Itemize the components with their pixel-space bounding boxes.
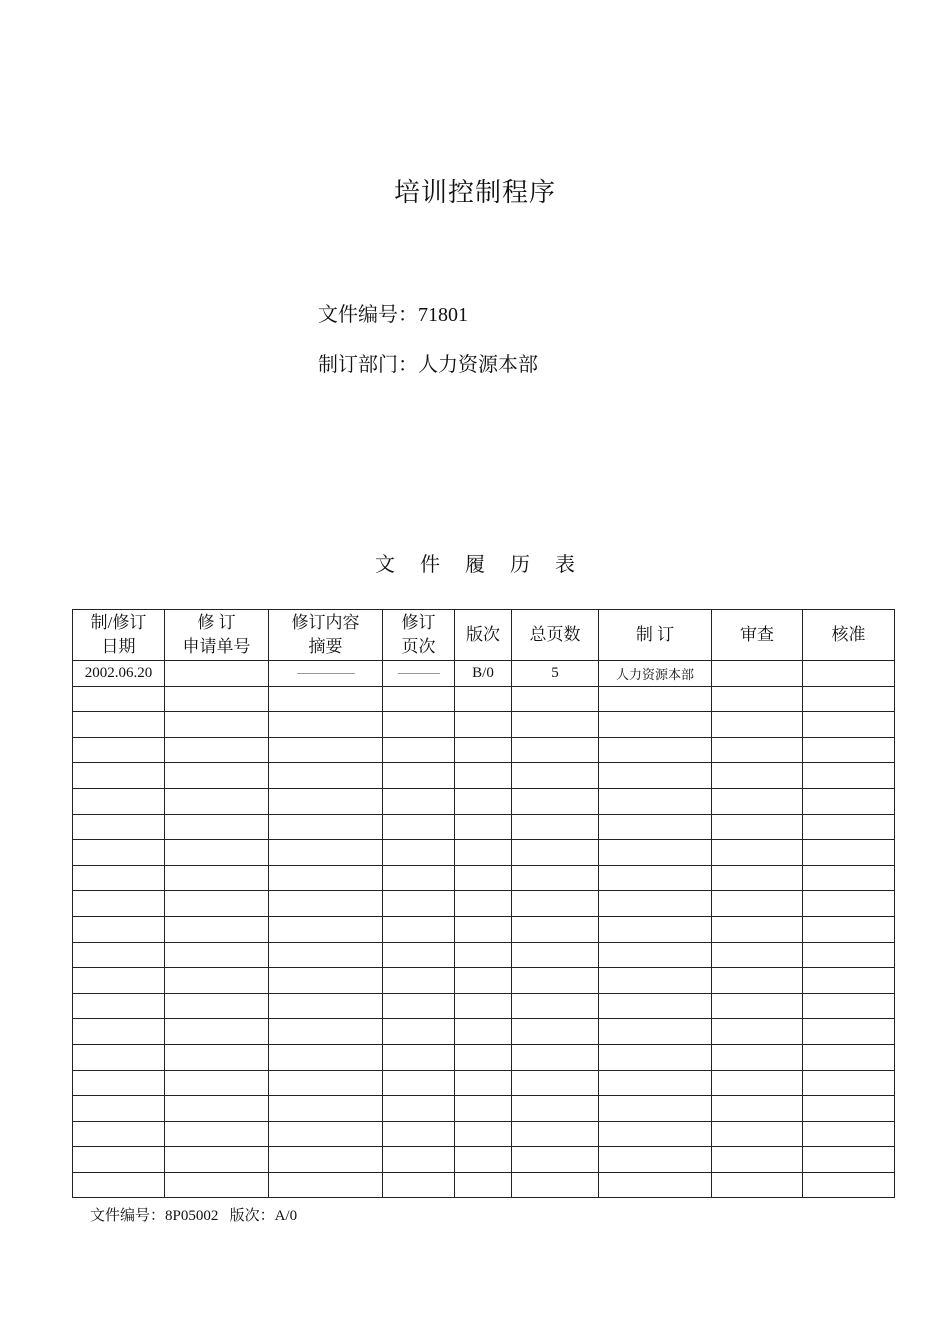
empty-cell [599,1096,712,1122]
document-number: 文件编号：71801 [318,304,468,326]
table-row [73,1019,895,1045]
table-row [73,814,895,840]
empty-cell [803,993,895,1019]
table-row [73,1172,895,1198]
empty-cell [803,891,895,917]
table-row [73,1044,895,1070]
empty-cell [455,814,512,840]
cell-date: 2002.06.20 [73,661,165,687]
empty-cell [512,1070,599,1096]
empty-cell [269,788,383,814]
empty-cell [712,891,803,917]
empty-cell [383,1044,455,1070]
empty-cell [803,1121,895,1147]
empty-cell [73,968,165,994]
empty-cell [712,763,803,789]
empty-cell [512,788,599,814]
empty-cell [803,1044,895,1070]
empty-cell [512,686,599,712]
empty-cell [455,763,512,789]
empty-cell [455,737,512,763]
empty-cell [165,814,269,840]
empty-cell [712,840,803,866]
empty-cell [383,993,455,1019]
empty-cell [512,763,599,789]
empty-cell [165,763,269,789]
empty-cell [712,1172,803,1198]
empty-cell [269,993,383,1019]
empty-cell [165,993,269,1019]
empty-cell [455,916,512,942]
history-table-title: 文 件 履 历 表 [375,554,585,576]
empty-cell [165,788,269,814]
empty-cell [599,1147,712,1173]
empty-cell [269,840,383,866]
table-row [73,993,895,1019]
empty-cell [599,1070,712,1096]
empty-cell [383,1172,455,1198]
empty-cell [599,1172,712,1198]
empty-cell [269,891,383,917]
empty-cell [73,1070,165,1096]
empty-cell [73,1121,165,1147]
header-approve: 核准 [803,610,895,661]
empty-cell [712,814,803,840]
empty-cell [383,1147,455,1173]
table-row [73,968,895,994]
table-row [73,840,895,866]
table-row [73,661,895,687]
header-pages-line1: 修订 [401,613,436,632]
empty-cell [512,942,599,968]
empty-cell [383,814,455,840]
header-summary [269,610,383,661]
empty-cell [383,1121,455,1147]
empty-cell [803,1070,895,1096]
empty-cell [73,737,165,763]
table-row [73,763,895,789]
empty-cell [512,1044,599,1070]
empty-cell [73,1096,165,1122]
empty-cell [383,942,455,968]
empty-cell [803,1019,895,1045]
empty-cell [512,1121,599,1147]
empty-cell [73,865,165,891]
empty-cell [165,942,269,968]
empty-cell [165,840,269,866]
empty-cell [165,1147,269,1173]
header-total-pages: 总页数 [512,610,599,661]
empty-cell [165,1044,269,1070]
empty-cell [73,1019,165,1045]
header-review: 审查 [712,610,803,661]
empty-cell [269,916,383,942]
empty-cell [512,916,599,942]
empty-cell [455,686,512,712]
header-date-line2: 日期 [101,637,136,656]
empty-cell [383,1070,455,1096]
table-row [73,788,895,814]
empty-cell [455,891,512,917]
empty-cell [712,1044,803,1070]
empty-cell [455,993,512,1019]
empty-cell [73,840,165,866]
empty-cell [383,968,455,994]
empty-cell [512,865,599,891]
empty-cell [269,814,383,840]
empty-cell [599,1044,712,1070]
empty-cell [712,1147,803,1173]
cell-summary [269,661,383,687]
empty-cell [803,763,895,789]
empty-cell [712,788,803,814]
empty-cell [455,1121,512,1147]
empty-cell [73,1147,165,1173]
empty-cell [455,788,512,814]
empty-cell [455,942,512,968]
empty-cell [712,865,803,891]
cell-author: 人力资源本部 [599,661,712,687]
empty-cell [803,788,895,814]
empty-cell [512,1172,599,1198]
empty-cell [269,942,383,968]
empty-cell [73,993,165,1019]
cell-review [712,661,803,687]
empty-cell [455,1172,512,1198]
table-row [73,686,895,712]
empty-cell [73,1172,165,1198]
header-date-line1: 制/修订 [90,613,147,632]
empty-cell [599,712,712,738]
empty-cell [383,737,455,763]
empty-cell [165,712,269,738]
header-request-number [165,610,269,661]
empty-cell [712,1019,803,1045]
cell-version: B/0 [455,661,512,687]
table-row [73,712,895,738]
empty-cell [269,763,383,789]
empty-cell [165,1070,269,1096]
table-row [73,865,895,891]
empty-cell [269,1096,383,1122]
empty-cell [383,763,455,789]
empty-cell [269,1044,383,1070]
empty-cell [803,1172,895,1198]
empty-cell [73,763,165,789]
cell-approve [803,661,895,687]
empty-cell [73,891,165,917]
revision-history-table [72,609,895,1198]
empty-cell [803,968,895,994]
empty-cell [269,1121,383,1147]
footer-doc-info: 文件编号：8P05002 版次：A/0 [90,1208,298,1224]
empty-cell [455,840,512,866]
document-title: 培训控制程序 [393,178,556,207]
empty-cell [269,1070,383,1096]
empty-cell [165,1019,269,1045]
empty-cell [269,737,383,763]
empty-cell [599,763,712,789]
empty-cell [73,814,165,840]
empty-cell [455,712,512,738]
empty-cell [383,1019,455,1045]
empty-cell [455,1019,512,1045]
empty-cell [803,814,895,840]
empty-cell [712,712,803,738]
empty-cell [165,1172,269,1198]
empty-cell [455,1147,512,1173]
empty-cell [73,788,165,814]
header-request-line1: 修 订 [197,613,236,632]
header-date [73,610,165,661]
empty-cell [599,865,712,891]
empty-cell [269,1147,383,1173]
empty-cell [599,968,712,994]
table-row [73,1096,895,1122]
empty-cell [73,686,165,712]
empty-cell [165,686,269,712]
empty-cell [165,916,269,942]
empty-cell [73,942,165,968]
empty-cell [455,1070,512,1096]
empty-cell [599,1019,712,1045]
empty-cell [803,1147,895,1173]
header-pages-line2: 页次 [401,637,436,656]
empty-cell [269,1019,383,1045]
empty-cell [599,737,712,763]
table-row [73,942,895,968]
empty-cell [803,686,895,712]
empty-cell [803,712,895,738]
empty-cell [512,1096,599,1122]
department: 制订部门：人力资源本部 [318,354,538,376]
empty-cell [73,1044,165,1070]
empty-cell [383,916,455,942]
empty-cell [383,686,455,712]
empty-cell [803,737,895,763]
empty-cell [455,865,512,891]
empty-cell [455,968,512,994]
empty-cell [712,1121,803,1147]
cell-total-pages: 5 [512,661,599,687]
empty-cell [512,814,599,840]
empty-cell [803,865,895,891]
table-row [73,891,895,917]
empty-cell [455,1044,512,1070]
empty-cell [383,865,455,891]
empty-cell [712,1070,803,1096]
empty-cell [269,968,383,994]
empty-cell [712,1096,803,1122]
empty-cell [383,712,455,738]
empty-cell [803,840,895,866]
empty-cell [512,993,599,1019]
empty-cell [512,1019,599,1045]
table-row [73,1147,895,1173]
empty-cell [165,1096,269,1122]
empty-cell [712,916,803,942]
empty-cell [712,737,803,763]
empty-cell [383,1096,455,1122]
empty-cell [73,916,165,942]
empty-cell [383,788,455,814]
empty-cell [73,712,165,738]
blank-dash [398,673,440,674]
empty-cell [599,942,712,968]
empty-cell [512,1147,599,1173]
header-author: 制 订 [599,610,712,661]
empty-cell [803,916,895,942]
empty-cell [383,840,455,866]
empty-cell [599,788,712,814]
empty-cell [165,737,269,763]
empty-cell [803,1096,895,1122]
empty-cell [269,686,383,712]
empty-cell [803,942,895,968]
header-version: 版次 [455,610,512,661]
table-row [73,916,895,942]
empty-cell [165,891,269,917]
blank-dash [297,673,355,674]
empty-cell [599,840,712,866]
empty-cell [165,968,269,994]
empty-cell [165,1121,269,1147]
cell-request-number [165,661,269,687]
empty-cell [512,891,599,917]
empty-cell [512,712,599,738]
table-row [73,737,895,763]
empty-cell [512,840,599,866]
empty-cell [599,814,712,840]
empty-cell [599,916,712,942]
empty-cell [712,968,803,994]
empty-cell [269,865,383,891]
cell-pages [383,661,455,687]
table-row [73,1070,895,1096]
empty-cell [599,891,712,917]
header-request-line2: 申请单号 [182,637,251,656]
empty-cell [712,993,803,1019]
empty-cell [712,686,803,712]
table-row [73,1121,895,1147]
empty-cell [599,993,712,1019]
empty-cell [269,1172,383,1198]
empty-cell [599,1121,712,1147]
table-header-row [73,610,895,661]
empty-cell [712,942,803,968]
header-summary-line1: 修订内容 [291,613,360,632]
header-summary-line2: 摘要 [308,637,343,656]
empty-cell [455,1096,512,1122]
empty-cell [165,865,269,891]
empty-cell [599,686,712,712]
empty-cell [512,737,599,763]
empty-cell [269,712,383,738]
empty-cell [383,891,455,917]
header-pages [383,610,455,661]
empty-cell [512,968,599,994]
